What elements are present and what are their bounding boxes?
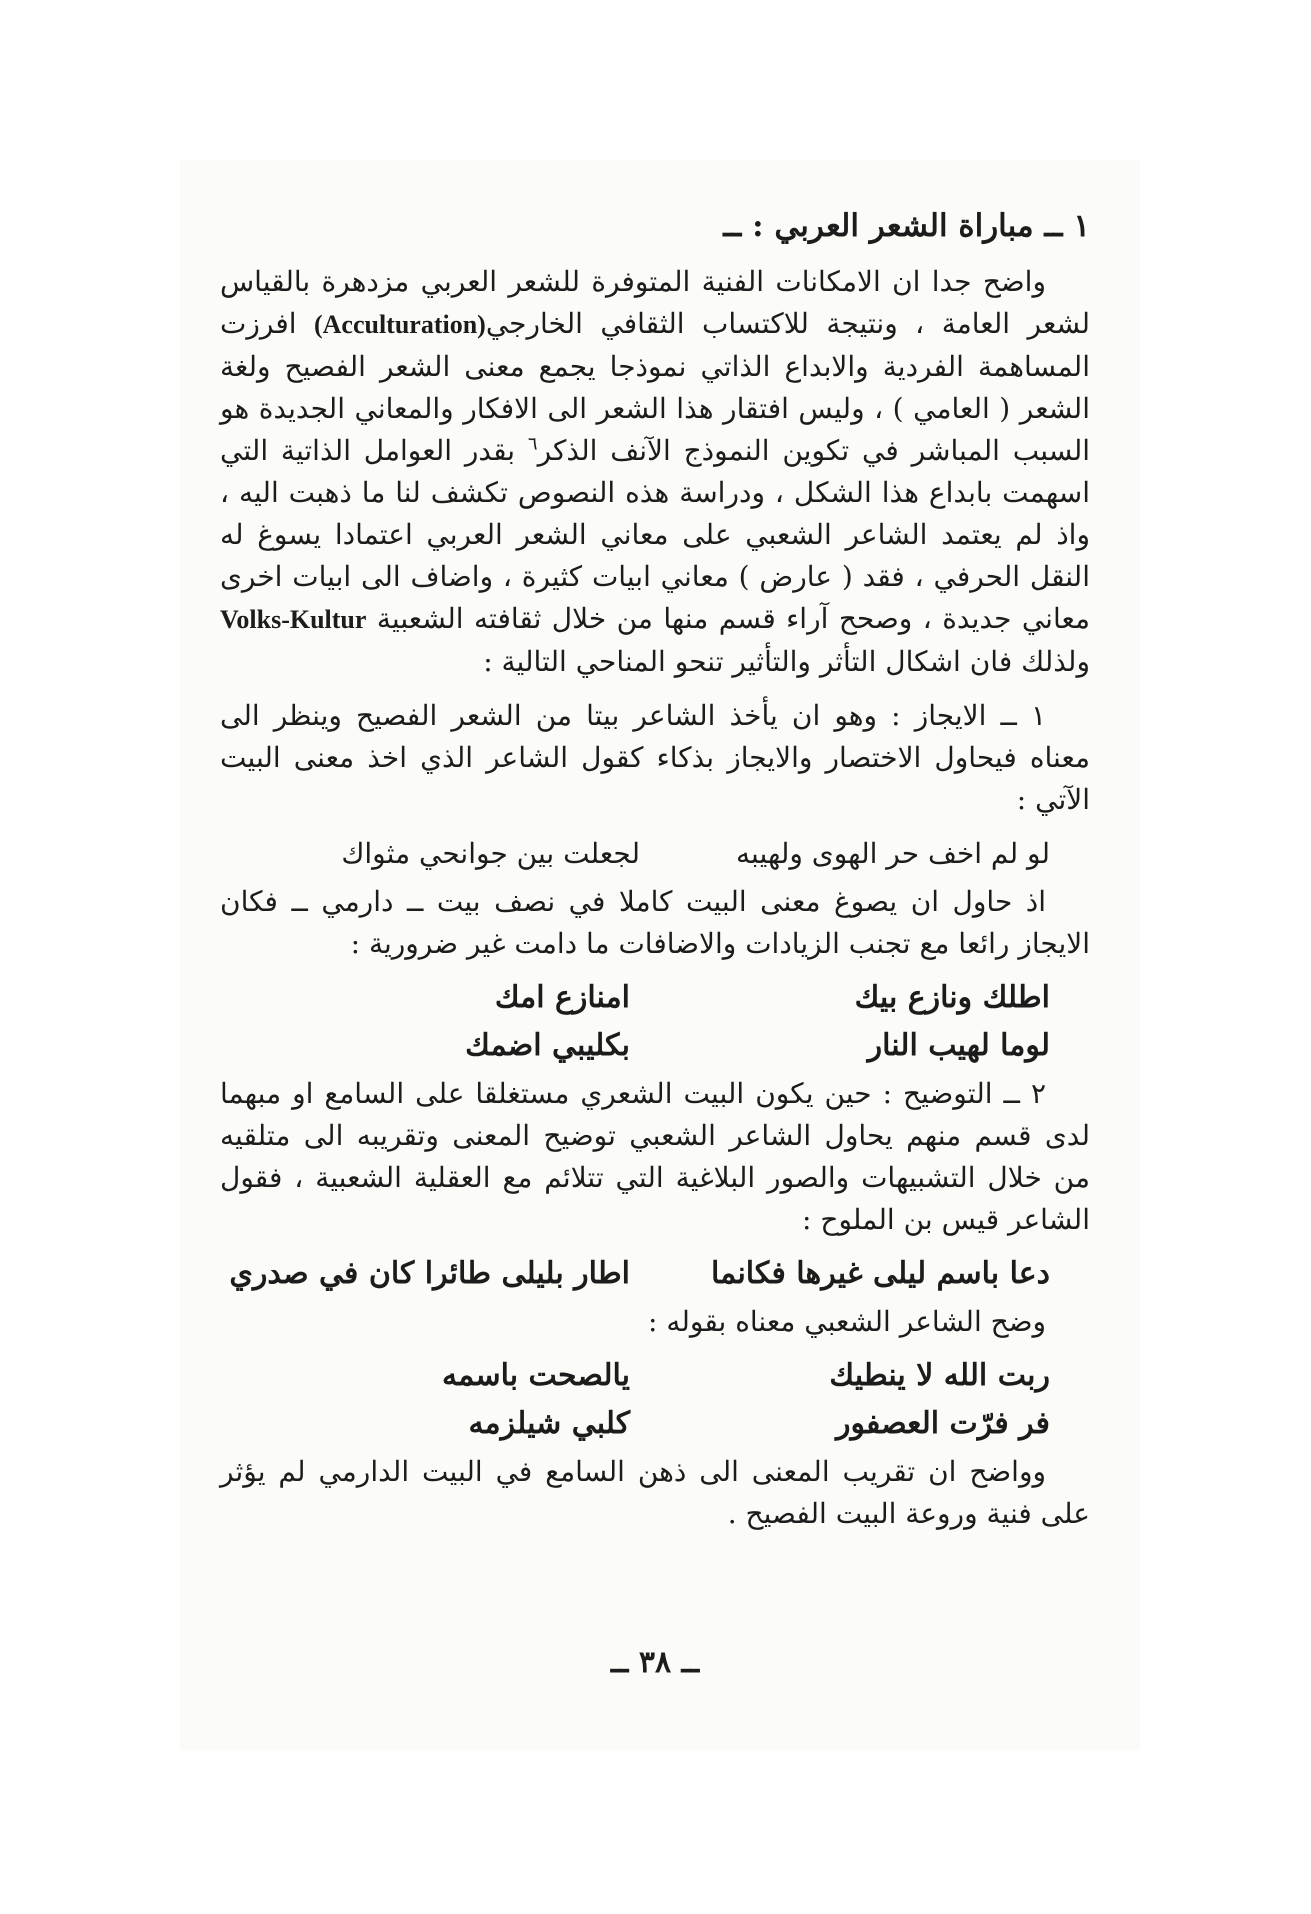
folk-verse-line (220, 1025, 1090, 1067)
intro-paragraph (220, 261, 1090, 683)
verse-second-hemistich: اطار بليلى طائرا كان في صدري (229, 1256, 630, 1291)
folk-second-hemistich: يالصحت باسمه (442, 1358, 630, 1393)
folk-verse-line (220, 1403, 1090, 1445)
section2-after: وضح الشاعر الشعبي معناه بقوله : (648, 1305, 1046, 1338)
section-heading: ١ ــ مباراة الشعر العربي : ــ (723, 208, 1090, 244)
folk-first-hemistich: لوما لهيب النار (867, 1028, 1050, 1063)
folk-verse-line (220, 1355, 1090, 1397)
volks-kultur-term: Volks-Kultur (220, 605, 367, 634)
section1-after: اذ حاول ان يصوغ معنى البيت كاملا في نصف بيت ــ دارمي ــ فكان الايجاز رائعا مع تجنب الزيادات والاضافات ما دامت غير ضرورية : (220, 885, 1090, 960)
classical-verse-1 (220, 833, 1090, 875)
section1-paragraph: ١ ــ الايجاز : وهو ان يأخذ الشاعر بيتا من الشعر الفصيح وينظر الى معناه فيحاول الاختصار والايجاز بذكاء كقول الشاعر الذي اخذ معنى البيت الآتي : (220, 699, 1090, 816)
section2-paragraph: ٢ ــ التوضيح : حين يكون البيت الشعري مستغلقا على السامع او مبهما لدى قسم منهم يحاول الشاعر الشعبي توضيح المعنى وتقريبه الى متلقيه من خلال التشبيهات والصور البلاغية التي تتلائم مع العقلية الشعبية ، فقول الشاعر قيس بن الملوح : (220, 1077, 1090, 1236)
intro-text-b: افرزت المساهمة الفردية والابداع الذاتي نموذجا يجمع معنى الشعر الفصيح ولغة الشعر ( العامي ) ، وليس افتقار هذا الشعر الى الافكار والمعاني الجديدة هو السبب المباشر في تكوين النموذج الآنف الذكر (220, 307, 1091, 467)
folk-second-hemistich: امنازع امك (494, 980, 630, 1015)
intro-text-a: واضح جدا ان الامكانات الفنية المتوفرة للشعر العربي مزدهرة بالقياس لشعر العامة ، ونتيجة للاكتساب الثقافي الخارجي (220, 265, 1090, 340)
verse-second-hemistich: لجعلت بين جوانحي مثواك (341, 837, 640, 870)
intro-text-d: ولذلك فان اشكال التأثر والتأثير تنحو المناحي التالية : (483, 645, 1090, 678)
acculturation-term: (Acculturation) (313, 310, 486, 339)
verse-first-hemistich: دعا باسم ليلى غيرها فكانما (710, 1256, 1050, 1291)
folk-second-hemistich: كلبي شيلزمه (468, 1406, 630, 1441)
conclusion-paragraph: وواضح ان تقريب المعنى الى ذهن السامع في البيت الدارمي لم يؤثر على فنية وروعة البيت الفصيح . (220, 1455, 1090, 1530)
folk-second-hemistich: بكليبي اضمك (465, 1028, 630, 1063)
page-number: ــ ٣٨ ــ (610, 1645, 700, 1680)
document-page (220, 205, 1090, 1547)
footnote-ref: ٦ (527, 433, 538, 455)
classical-verse-2 (220, 1253, 1090, 1295)
folk-first-hemistich: اطلك ونازع بيك (854, 980, 1050, 1015)
intro-text-c: بقدر العوامل الذاتية التي اسهمت بابداع هذا الشكل ، ودراسة هذه النصوص تكشف لنا ما ذهبت اليه ، واذ لم يعتمد الشاعر الشعبي على معاني الشعر العربي اعتمادا يسوغ له النقل الحرفي ، فقد ( عارض ) معاني ابيات كثيرة ، واضاف الى ابيات اخرى معاني جديدة ، وصحح آراء قسم منها من خلال ثقافته الشعبية (220, 434, 1090, 635)
folk-verse-line (220, 977, 1090, 1019)
folk-first-hemistich: فر فرّت العصفور (835, 1406, 1050, 1441)
verse-first-hemistich: لو لم اخف حر الهوى ولهيبه (736, 837, 1050, 870)
folk-first-hemistich: ربت الله لا ينطيك (829, 1358, 1050, 1393)
